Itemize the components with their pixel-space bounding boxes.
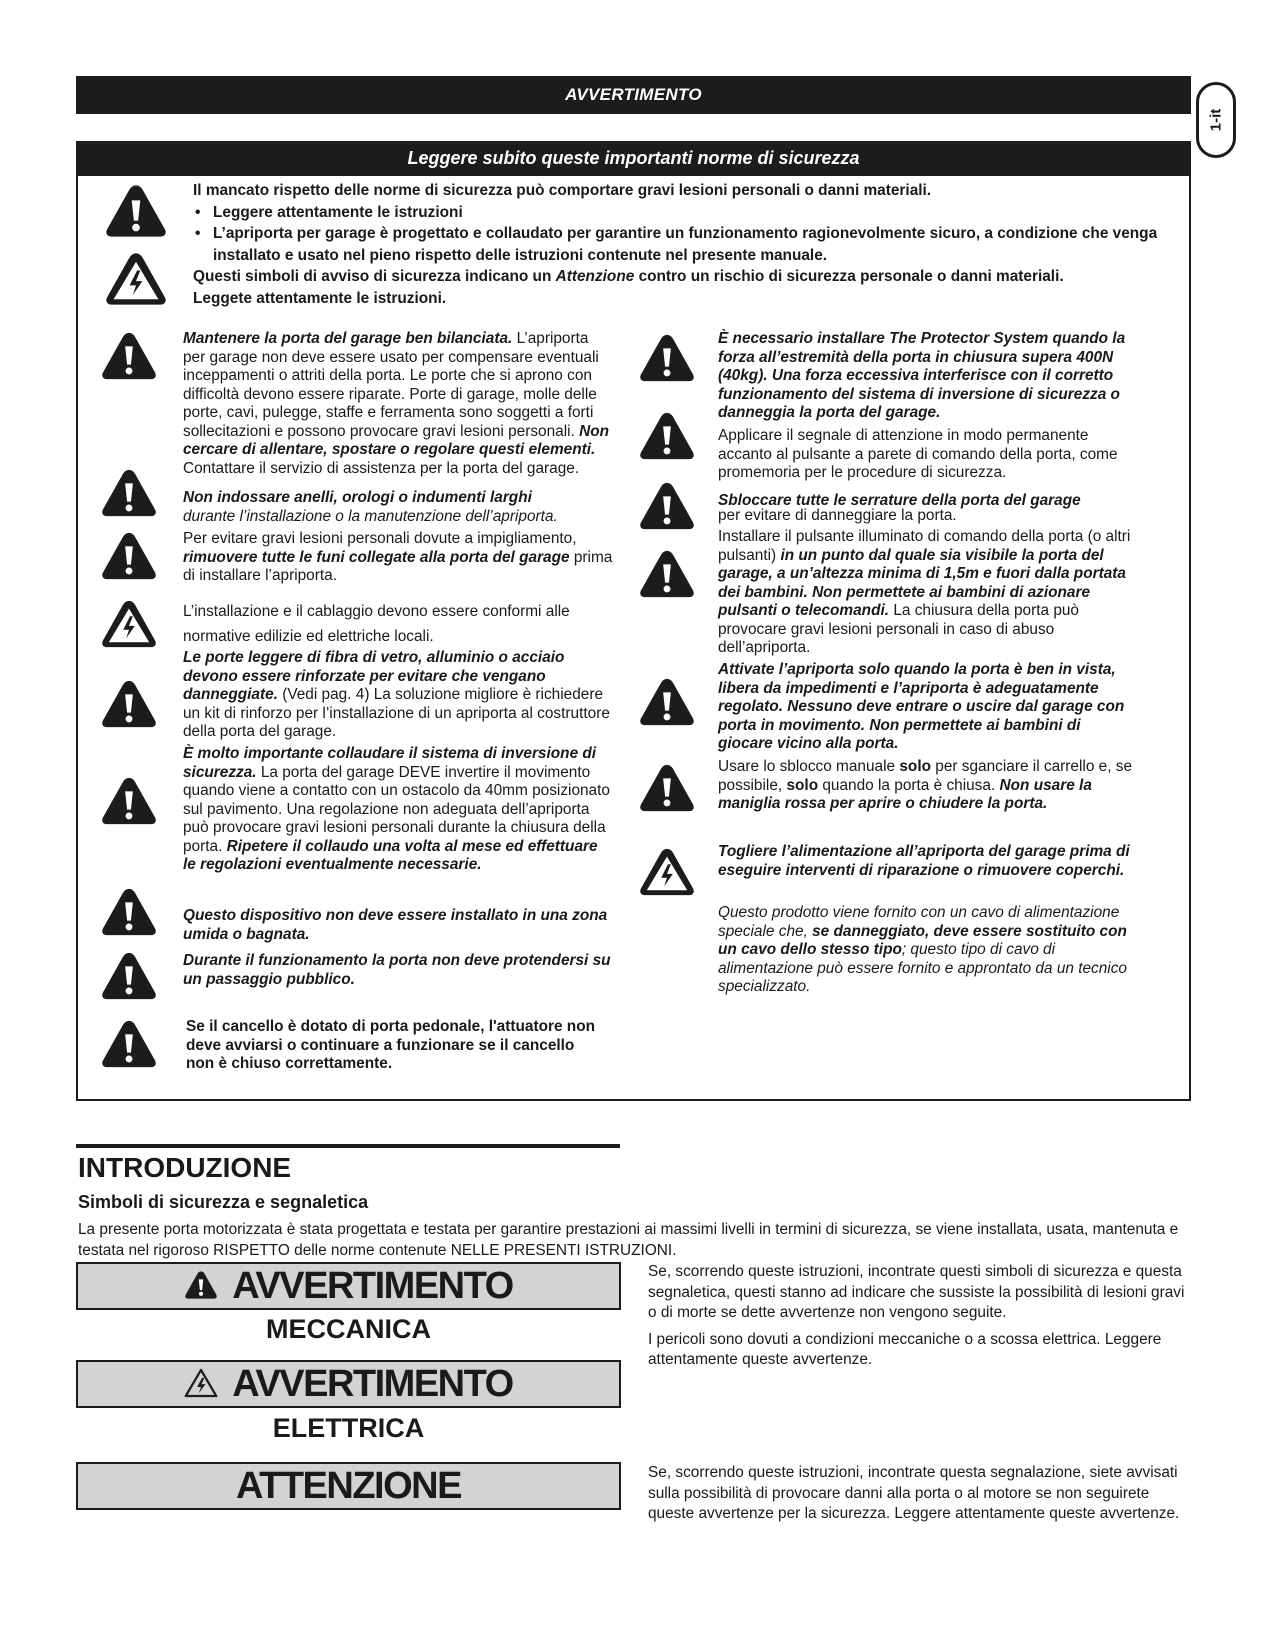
electric-shock-icon (100, 598, 158, 650)
electric-shock-icon (184, 1367, 218, 1399)
warning-exclamation-icon (100, 950, 158, 1002)
warning-exclamation-icon (638, 332, 696, 384)
caution-explanation: Se, scorrendo queste istruzioni, incontrate questa segnalazione, siete avvisati sulla possibilità di provocare danni alla porta o al motore se non seguirete queste avvertenze per la sicurezza. Leggere attentamente queste avvertenze. (648, 1464, 1180, 1522)
rule-light-doors: Le porte leggere di fibra di vetro, alluminio o acciaio devono essere rinforzate per evitare che vengano danneggiate. (Vedi pag. 4) La soluzione migliore è richiedere un kit di rinforzo per l’installazione di un apriporta al costruttore della porta del garage. (183, 649, 610, 740)
warning-exclamation-icon (638, 676, 696, 728)
section-rule (76, 1144, 620, 1148)
warning-mechanical-label: MECCANICA (266, 1314, 431, 1344)
warning-exclamation-icon (638, 480, 696, 532)
intro-bullet: • Leggere attentamente le istruzioni (193, 202, 1173, 224)
rule-disconnect-power: Togliere l’alimentazione all’apriporta del garage prima di eseguire interventi di riparazione o rimuovere coperchi. (718, 843, 1130, 879)
rule-protector-system: È necessario installare The Protector System quando la forza all’estremità della porta in chiusura supera 400N (40kg). Una forza eccessiva interferisce con il corretto funzionamento del sistema di inversione di sicurezza o danneggia la porta del garage. (718, 330, 1126, 421)
warning-exclamation-icon (184, 1269, 218, 1301)
warning-exclamation-icon (100, 678, 158, 730)
rule-unlock-locks: Sbloccare tutte le serrature della porta del garage per evitare di danneggiare la porta. (718, 492, 1081, 524)
warning-exclamation-icon (100, 530, 158, 582)
section-title: INTRODUZIONE (78, 1152, 292, 1183)
rule-dry-location: Questo dispositivo non deve essere installato in una zona umida o bagnata. (183, 907, 608, 943)
warning-exclamation-icon (100, 1018, 158, 1070)
intro-bullet: • L’apriporta per garage è progettato e collaudato per garantire un funzionamento ragionevolmente sicuro, a condizione che venga installato e usato nel pieno rispetto delle istruzioni contenute nel presente manuale. (193, 223, 1173, 266)
warning-exclamation-icon (638, 410, 696, 462)
electric-shock-icon (638, 846, 696, 898)
page-number-tab (1196, 82, 1236, 158)
warning-electrical-label: ELETTRICA (272, 1413, 425, 1443)
warning-explanation: Se, scorrendo queste istruzioni, incontrate questi simboli di sicurezza e questa segnaletica, questi stanno ad indicare che sussiste la possibilità di lesioni gravi o di morte se dette avvertenze non vengono seguite. I pericoli sono dovuti a condizioni meccaniche o a scossa elettrica. Leggere attentamente queste avvertenze. (648, 1263, 1185, 1368)
electric-shock-icon (104, 250, 168, 308)
rule-operate-in-view: Attivate l’apriporta solo quando la porta è ben in vista, libera da impedimenti e l’apriporta è adeguatamente regolato. Nessuno deve entrare o uscire dal garage con porta in movimento. Non permettete ai bambini di giocare vicino alla porta. (718, 661, 1125, 752)
warning-mechanical-sign: AVVERTIMENTO (76, 1262, 621, 1310)
symbols-note: Questi simboli di avviso di sicurezza indicano un Attenzione contro un rischio di sicurezza personale o danni materiali. Leggete attentamente le istruzioni. (193, 268, 1064, 307)
caution-sign: ATTENZIONE (76, 1462, 621, 1510)
warning-header-bar: AVVERTIMENTO (76, 76, 1191, 114)
section-subtitle: Simboli di sicurezza e segnaletica (78, 1192, 369, 1212)
warning-exclamation-icon (104, 182, 168, 240)
warning-exclamation-icon (100, 775, 158, 827)
safety-rules-title: Leggere subito queste importanti norme di sicurezza (76, 141, 1191, 176)
warning-exclamation-icon (638, 548, 696, 600)
rule-test-reversal: È molto importante collaudare il sistema di inversione di sicurezza. La porta del garage DEVE invertire il movimento quando viene a contatto con un ostacolo da 40mm posizionato sul pavimento. Una regolazione non adeguata dell’apriporta può provocare gravi lesioni personali durante la chiusura della porta. Ripetere il collaudo una volta al mese ed effettuare le regolazioni eventualmente necessarie. (183, 745, 610, 873)
intro-block (193, 180, 1173, 309)
warning-exclamation-icon (100, 467, 158, 519)
intro-line: Il mancato rispetto delle norme di sicurezza può comportare gravi lesioni personali o danni materiali. (193, 182, 932, 199)
rule-pedestrian-door: Se il cancello è dotato di porta pedonale, l'attuatore non deve avviarsi o continuare a funzionare se il cancello non è chiuso correttamente. (186, 1018, 596, 1072)
rule-power-cord: Questo prodotto viene fornito con un cavo di alimentazione speciale che, se danneggiato, deve essere sostituito con un cavo dello stesso tipo; questo tipo di cavo di alimentazione può essere fornito e approntato da un tecnico specializzato. (718, 904, 1127, 995)
rule-public-path: Durante il funzionamento la porta non deve protendersi su un passaggio pubblico. (183, 952, 611, 988)
warning-exclamation-icon (100, 330, 158, 382)
section-intro-text: La presente porta motorizzata è stata progettata e testata per garantire prestazioni ai massimi livelli in termini di sicurezza, se viene installata, usata, mantenuta e testata nel rigoroso RISPETTO delle norme contenute NELLE PRESENTI ISTRUZIONI. (78, 1221, 1179, 1259)
rule-balance-door: Mantenere la porta del garage ben bilanciata. L’apriporta per garage non deve essere usato per compensare eventuali inceppamenti o attriti della porta. Le porte che si aprono con difficoltà devono essere riparate. Porte di garage, molle delle porte, cavi, pulegge, staffe e ferramenta sono soggetti a forti sollecitazioni e possono provocare gravi lesioni personali. Non cercare di allentare, spostare o regolare questi elementi. Contattare il servizio di assistenza per la porta del garage. (183, 330, 610, 477)
rule-warning-label: Applicare il segnale di attenzione in modo permanente accanto al pulsante a parete di comando della porta, come promemoria per le procedure di sicurezza. (718, 427, 1118, 481)
warning-exclamation-icon (638, 762, 696, 814)
rule-button-placement: Installare il pulsante illuminato di comando della porta (o altri pulsanti) in un punto dal quale sia visibile la porta del garage, a un’altezza minima di 1,5m e fuori dalla portata dei bambini. Non permettete ai bambini di azionare pulsanti o telecomandi. La chiusura della porta può provocare gravi lesioni personali in caso di abuso dell’apriporta. (718, 528, 1131, 656)
warning-electrical-sign: AVVERTIMENTO (76, 1360, 621, 1408)
rule-manual-release: Usare lo sblocco manuale solo per sganciare il carrello e, se possibile, solo quando la porta è chiusa. Non usare la maniglia rossa per aprire o chiudere la porta. (718, 758, 1133, 812)
warning-exclamation-icon (100, 886, 158, 938)
rule-wiring: L’installazione e il cablaggio devono essere conformi alle normative edilizie ed elettriche locali. (183, 603, 570, 645)
rule-no-jewelry: Non indossare anelli, orologi o indumenti larghi durante l’installazione o la manutenzione dell’apriporta. (183, 489, 558, 525)
rule-remove-ropes: Per evitare gravi lesioni personali dovute a impigliamento, rimuovere tutte le funi collegate alla porta del garage prima di installare l’apriporta. (183, 530, 613, 584)
page-number: 1-it (1207, 108, 1225, 132)
